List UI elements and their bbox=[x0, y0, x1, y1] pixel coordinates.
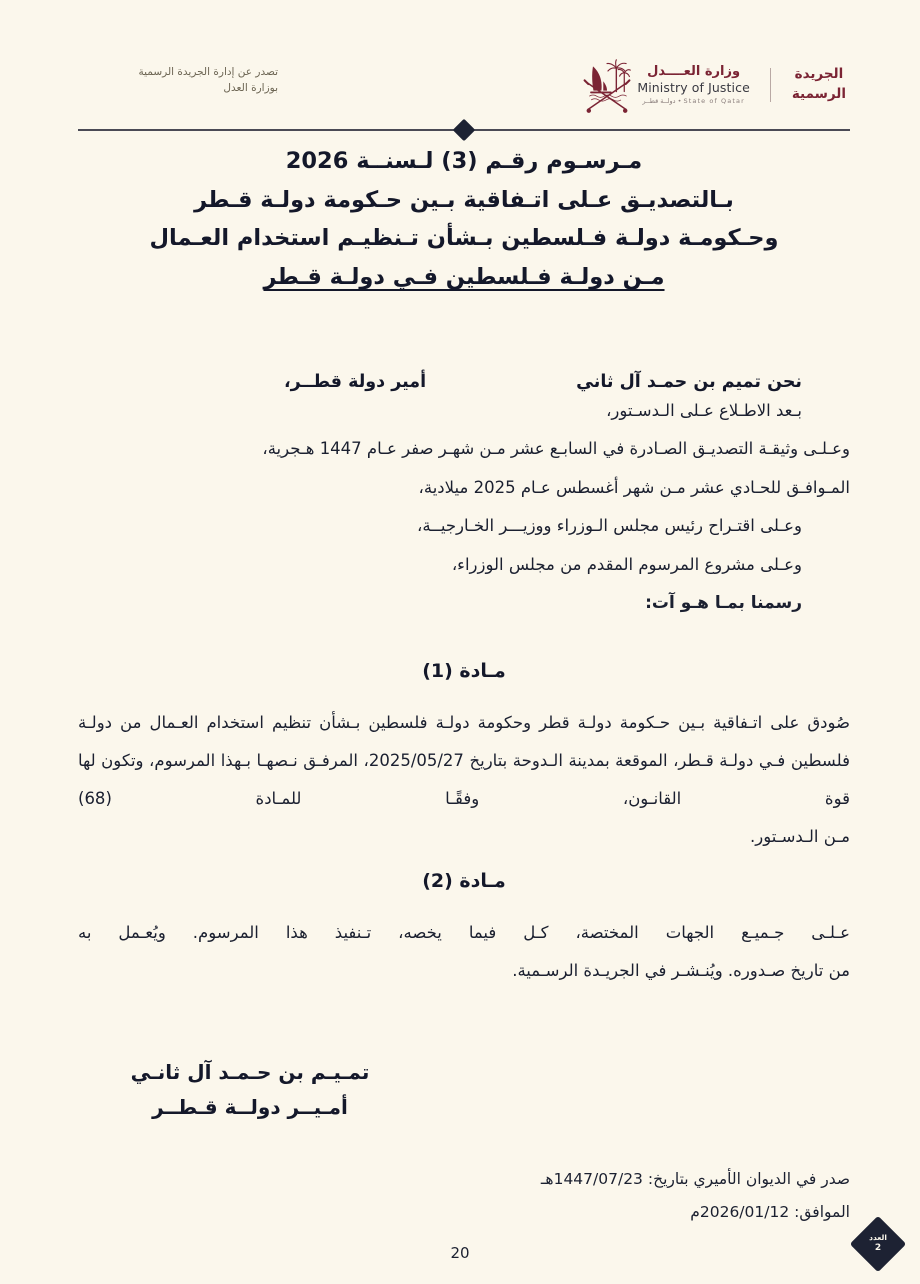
issuance-date-gregorian: الموافق: 2026/01/12م bbox=[690, 1202, 850, 1221]
publisher-note-line-2: بوزارة العدل bbox=[223, 82, 278, 95]
decree-title-line-2: بـالتصديـق عـلى اتـفاقية بـين حـكومة دولـة قـطر bbox=[194, 186, 734, 213]
article-1-body-last-line: مـن الـدسـتور. bbox=[750, 826, 850, 846]
issue-number-label: العدد bbox=[869, 1232, 887, 1242]
article-2-heading: مـادة (2) bbox=[422, 870, 506, 892]
qatar-state-emblem-icon bbox=[579, 55, 635, 115]
gazette-name-line-1: الجريدة bbox=[794, 66, 844, 83]
signatory-title: أمـيــر دولــة قـطــر bbox=[152, 1095, 348, 1119]
diamond-ornament-icon bbox=[453, 119, 476, 142]
amir-name: نحن تميم بن حمـد آل ثاني bbox=[576, 372, 802, 392]
issuance-dates bbox=[541, 1163, 850, 1228]
article-2 bbox=[78, 870, 850, 990]
article-2-body-text: عـلـى جـميـع الجهات المختصة، كـل فيما يخصه، تـنفيذ هذا المرسوم. ويُعـمل به bbox=[78, 923, 850, 942]
enactment-statement: رسمنا بمـا هـو آت: bbox=[645, 593, 802, 614]
issue-number-badge-content bbox=[858, 1224, 898, 1264]
masthead-brand bbox=[579, 52, 850, 118]
decree-preamble bbox=[78, 372, 850, 624]
preamble-clause-1: بـعد الاطـلاع عـلى الـدسـتور، bbox=[606, 401, 802, 420]
amir-title: أمير دولة قطــر، bbox=[283, 372, 427, 392]
page-number: 20 bbox=[450, 1244, 470, 1262]
article-1-body-text: صُودق على اتـفاقية بـين حـكومة دولـة قطر وحكومة دولـة فلسطين بـشأن تنظيم استخدام العـمال من دولـة فلسطين فـي دولـة قـطر، الموقعة بمدينة الـدوحة بتاريخ 2025/05/27، المرفـق نـصهـا بـهذا المرسوم، وتكون لها قوة القانـون، وفقًـا للمـادة (68) bbox=[78, 713, 850, 808]
amir-heading bbox=[78, 372, 850, 392]
gazette-name bbox=[781, 65, 850, 104]
article-1-body bbox=[78, 704, 850, 856]
publisher-note bbox=[78, 64, 278, 97]
signatory-name: تمـيـم بن حـمـد آل ثانـي bbox=[130, 1060, 370, 1084]
header-rule bbox=[78, 118, 850, 142]
ministry-name-arabic: وزارة العــــدل bbox=[647, 63, 741, 79]
ministry-identity bbox=[637, 64, 760, 107]
ministry-country-label: دولــة قطــر • State of Qatar bbox=[642, 97, 745, 106]
issue-number-value: 2 bbox=[874, 1243, 882, 1254]
decree-title-line-4: مـن دولـة فـلسطين فـي دولـة قـطر bbox=[263, 264, 665, 291]
signature-block bbox=[0, 1055, 500, 1125]
issue-number-badge bbox=[850, 1216, 907, 1273]
ministry-name-english: Ministry of Justice bbox=[637, 79, 750, 95]
publisher-note-line-1: تصدر عن إدارة الجريدة الرسمية bbox=[138, 66, 278, 78]
decree-title bbox=[78, 142, 850, 297]
article-2-body-last-line: من تاريخ صـدوره. ويُنـشـر في الجريـدة الرسـمية. bbox=[512, 960, 850, 980]
masthead-divider bbox=[770, 68, 771, 102]
article-1-heading: مـادة (1) bbox=[422, 660, 506, 682]
article-1 bbox=[78, 660, 850, 856]
preamble-clause-4: وعـلى اقتـراح رئيس مجلس الـوزراء ووزيـــر الخـارجيــة، bbox=[417, 516, 802, 536]
masthead bbox=[78, 52, 850, 118]
decree-title-line-3: وحـكومـة دولـة فـلسطين بـشأن تـنظيـم استخدام العـمال bbox=[149, 225, 779, 252]
article-2-body bbox=[78, 914, 850, 990]
preamble-clause-3: المـوافـق للحـادي عشر مـن شهر أغسطس عـام 2025 ميلادية، bbox=[418, 477, 850, 497]
gazette-name-line-2: الرسمية bbox=[791, 86, 846, 102]
preamble-clause-5: وعـلى مشروع المرسوم المقدم من مجلس الوزراء، bbox=[451, 554, 802, 574]
decree-title-line-1: مـرسـوم رقـم (3) لـسنــة 2026 bbox=[285, 148, 643, 174]
preamble-clause-2: وعـلـى وثيقـة التصديـق الصـادرة في السابـع عشر مـن شهـر صفر عـام 1447 هـجرية، bbox=[262, 439, 850, 459]
issuance-date-hijri: صدر في الديوان الأميري بتاريخ: 1447/07/23هـ bbox=[540, 1170, 850, 1188]
